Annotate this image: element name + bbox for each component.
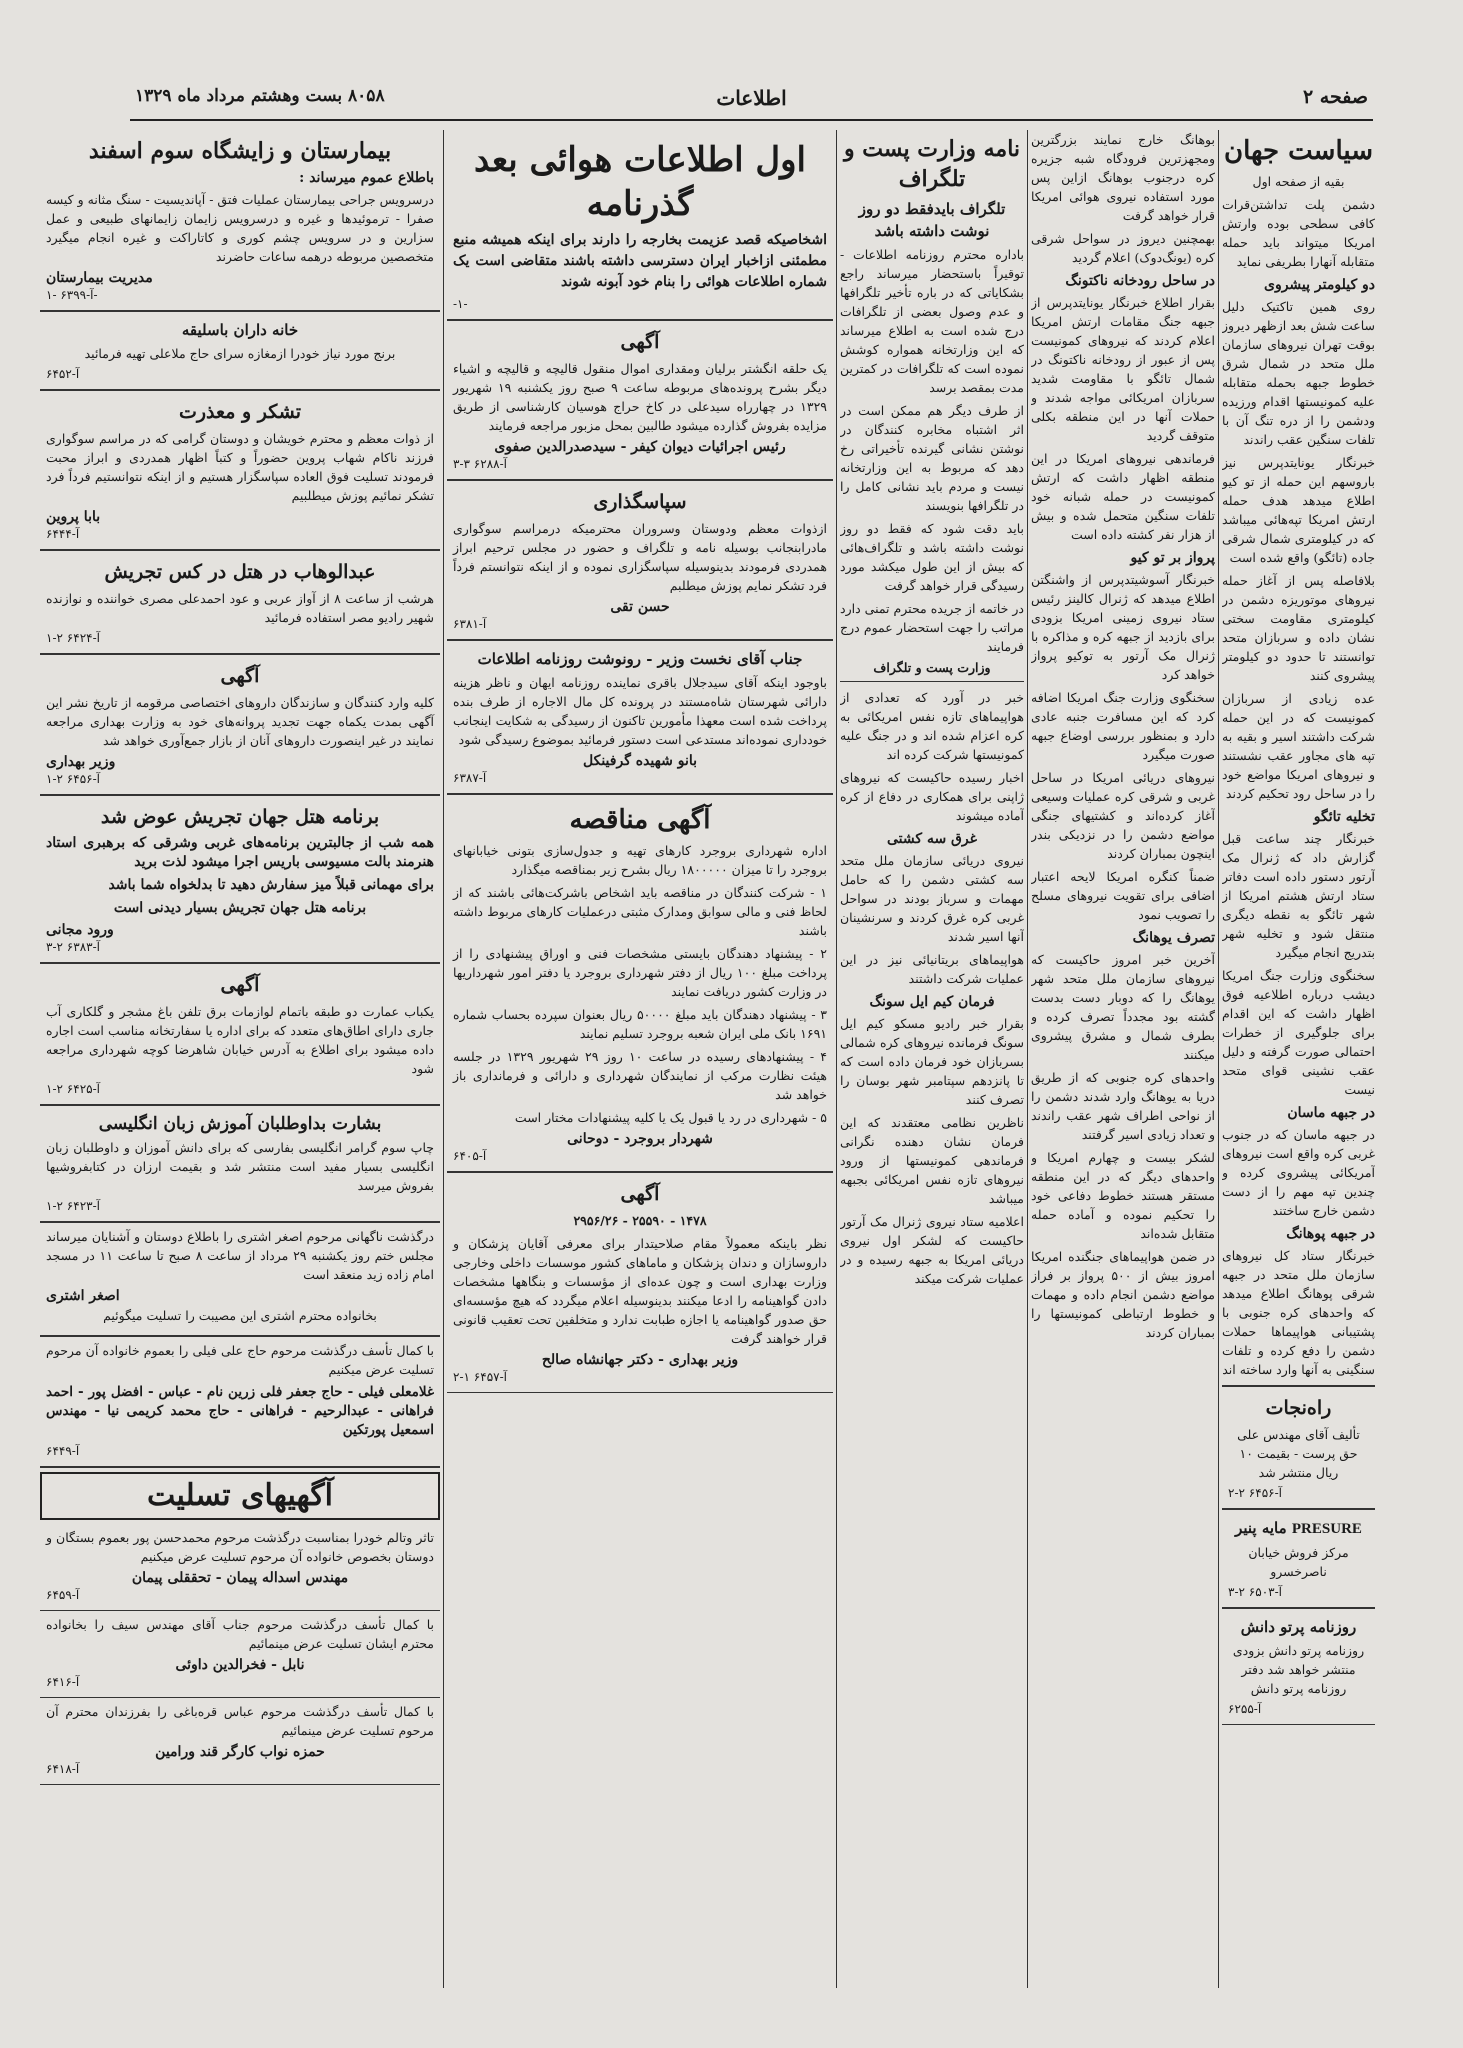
ad-signature: بابا پروین: [46, 509, 101, 525]
article-paragraph: ضمناً کنگره امریکا لایحه اعتبار اضافی برای تقویت نیروهای مسلح را تصویب نمود: [1031, 869, 1215, 922]
ad-text: با کمال تأسف درگذشت مرحوم جناب آقای مهندس سیف را بخانواده محترم ایشان تسلیت عرض مینمائیم: [46, 1617, 434, 1651]
ad-reference: -۱-: [453, 297, 468, 311]
article-paragraph: واحدهای کره جنوبی که از طریق دریا به یوهانگ وارد شدند دشمن را از نواحی اطراف شهر عقب راندند و تعداد زیادی اسیر گرفتند: [1031, 1070, 1215, 1142]
article-subheading: تصرف یوهانگ: [1132, 930, 1215, 946]
column-korea-news: [1031, 130, 1215, 1988]
condolence-banner: آگهیهای تسلیت: [40, 1472, 440, 1520]
ad-reference: آ-۶۴۵۶ ۲-۲: [1228, 1486, 1282, 1500]
ad-signature: وزیر بهداری: [46, 754, 116, 770]
article-subtitle: تلگراف بایدفقط دو روز نوشت داشته باشد: [858, 200, 1006, 240]
ad-signature: حمزه نواب کارگر قند ورامین: [155, 1744, 325, 1760]
ad-condolence-3: [40, 1698, 440, 1785]
ad-text: ۲ - پیشنهاد دهندگان بایستی مشخصات فنی و اوراق پیشنهادی را از پرداخت مبلغ ۱۰۰ ریال از دفتر شهرداری بروجرد یا دفتر امور شهرداریها در وزارت کشور دریافت نمایند: [453, 946, 827, 999]
ad-rent: [40, 964, 440, 1106]
article-paragraph: نیروهای دریائی امریکا در ساحل غربی و شرقی کره عملیات وسیعی آغاز کرده‌اند و کشتیهای جنگی مواضع دشمن را در نزدیکی بندر اینچون بمباران کردند: [1031, 770, 1215, 861]
ad-text: هرشب از ساعت ۸ از آواز عربی و عود احمدعلی مصری خواننده و نوازنده شهیر رادیو مصر استفاده فرمائید: [46, 591, 434, 625]
ad-reference: آ-۶۴۲۴ ۲-۱: [46, 631, 100, 645]
article-paragraph: اعلامیه ستاد نیروی ژنرال مک آرتور حاکیست که لشکر اول نیروی دریائی امریکا به جبهه رسیده و در عملیات شرکت میکند: [840, 1214, 1024, 1286]
article-subheading: پرواز بر تو کیو: [1130, 550, 1215, 566]
ad-text: همه شب از جالبترین برنامه‌های غربی وشرقی که برهبری استاد هنرمند بالت مسیوسی باریس اجرا میشود لذت برید: [46, 835, 434, 870]
ad-signature: بانو شهیده گرفینکل: [583, 753, 697, 769]
article-paragraph: بهمچنین دیروز در سواحل شرقی کره (یونگ‌دوک) اعلام گردید: [1031, 231, 1215, 265]
ad-title: بیمارستان و زایشگاه سوم اسفند: [88, 138, 392, 164]
ad-reference: آ-۶۴۰۵: [453, 1149, 487, 1163]
article-paragraph: سخنگوی وزارت جنگ امریکا دیشب درباره اطلاعیه فوق اظهار داشت که این اقدام برای جلوگیری از خطرات احتمالی صورت گرفته و دلیل عقب نشینی قوای متحد نیست: [1222, 968, 1375, 1097]
ad-reference: آ-۶۳۸۳ ۲-۳: [46, 940, 100, 954]
ad-signature: اصغر اشتری: [46, 1288, 120, 1304]
article-signature: وزارت پست و تلگراف: [873, 660, 991, 675]
ad-reference: آ-۶۴۵۹: [46, 1588, 80, 1602]
article-paragraph: سخنگوی وزارت جنگ امریکا اضافه کرد که این مسافرت جنبه عادی دارد و بمنظور بررسی اوضاع جبهه صورت میگیرد: [1031, 690, 1215, 762]
ad-health-ministry: [447, 1173, 833, 1393]
article-title: نامه وزارت پست و تلگراف: [843, 136, 1021, 192]
ad-signature: حسن تقی: [610, 599, 670, 615]
article-paragraph: خبرنگار یونایتدپرس نیز باروسهم این حمله از تو کیو اطلاع میدهد هدف حمله ارتش امریکا تپه‌هائی میباشد که در کیلومتری شمال شرقی جاده (تائگو) واقع شده است: [1222, 455, 1375, 565]
column-ads-center: [447, 130, 833, 1988]
ad-thanks-apology: [40, 391, 440, 551]
ad-names: غلامعلی فیلی - حاج جعفر فلی زرین نام - عباس - افضل پور - احمد فراهانی - عبدالرحیم - فراهانی - حاج محمد کریمی نیا - مهندس اسمعیل پورتکین: [46, 1384, 434, 1438]
ad-hospital: [40, 130, 440, 312]
article-paragraph: باداره محترم روزنامه اطلاعات - توقیراً باستحضار میرساند راجع بشکایاتی که در باره تأخیر تلگرافها و عدم وصول بعضی از تلگرافات درج شده است به اطلاع میرساند که این وزارتخانه همواره کوشش نموده است که تلگرافات در کمترین مدت بمقصد برسد: [840, 247, 1024, 395]
ad-title: آگهی: [620, 331, 660, 353]
ad-air-edition: [447, 130, 833, 321]
header-rule: [130, 119, 1373, 121]
ad-title: جناب آقای نخست وزیر - رونوشت روزنامه اطلاعات: [477, 650, 803, 668]
ad-text: از ذوات معظم و محترم خویشان و دوستان گرامی که در مراسم سوگواری فرزند ناکام شهاب پروین حضوراً و کتباً اظهار همدردی و ابراز محبت فرمودند تسلیت فوق العاده سپاسگزار هستیم و از اینکه نتوانستیم فرداً فرد تشکر نمائیم پوزش میطلبیم: [46, 431, 434, 503]
ad-rennet: [1222, 1510, 1375, 1609]
article-paragraph: ناظرین نظامی معتقدند که این فرمان نشان دهنده نگرانی فرماندهی کمونیستها از ورود نیروهای تازه نفس امریکائی بجبهه میباشد: [840, 1115, 1024, 1206]
ad-reference: آ-۶۴۲۳ ۲-۱: [46, 1199, 100, 1213]
article-paragraph: دشمن پلت تداشتن‌قرات کافی سطحی بوده وارتش امریکا میتواند باید حمله متقابله آنهارا بطریفی نماید: [1222, 197, 1375, 269]
ad-text: برای مهمانی قبلاً میز سفارش دهید تا بدلخواه شما باشد: [108, 877, 434, 893]
ad-reference: آ-۶۲۸۸ ۳-۳: [453, 457, 507, 471]
article-subheading: تخلیه تائگو: [1313, 809, 1375, 825]
ad-tender: [447, 795, 833, 1173]
article-subheading: دو کیلومتر پیشروی: [1263, 277, 1375, 293]
ad-text: نظر باینکه معمولاً مقام صلاحیتدار برای معرفی آقایان پزشکان و داروسازان و دندان پزشکان و ماماهای کشور موسسات داخلی وخارجی وزارت بهداری است و چون عده‌ای از مؤسسات و بنگاهها مشخصات دادن گواهینامه را ادعا میکنند بدینوسیله اعلام میگردد که هیچ مؤسسه‌ای حق صدور گواهینامه یا اجازه طبابت ندارد و متخلفین تحت تعقیب قانونی قرار خواهند گرفت: [453, 1236, 827, 1346]
ad-text: برنج مورد نیاز خودرا ازمغازه سرای حاج ملاعلی تهیه فرمائید: [84, 346, 396, 361]
article-paragraph: اخبار رسیده حاکیست که نیروهای ژاپنی برای همکاری در دفاع از کره آماده میشوند: [840, 770, 1024, 823]
article-subheading: در جبهه ماسان: [1287, 1105, 1375, 1121]
ad-text: درسرویس جراحی بیمارستان عملیات فتق - آپاندیسیت - سنگ مثانه و کیسه صفرا - ترموئیدها و غیره و درسرویس زایمان زایمانهای طبیعی و عمل سزارین و در سرویس چشم کوری و کاتاراکت و غیره انجام میگیرد متخصصین مربوطه درهمه ساعات حاضرند: [46, 192, 434, 264]
ad-text: اشخاصیکه قصد عزیمت بخارجه را دارند برای اینکه همیشه منبع مطمئنی ازاخبار ایران دسترسی داشته باشند متقاضی است یک شماره اطلاعات هوائی را بنام خود آبونه شوند: [453, 232, 827, 290]
page-header: [135, 86, 1368, 116]
ad-book: [1222, 1385, 1375, 1510]
ad-rice: [40, 312, 440, 391]
ad-text: تاثر وتالم خودرا بمناسبت درگذشت مرحوم محمدحسن پور بعموم بستگان و دوستان بخصوص خانواده آن مرحوم تسلیت عرض میکنیم: [46, 1530, 434, 1564]
newspaper-name: اطلاعات: [716, 86, 787, 110]
issue-date: ۸۰۵۸ بست وهشتم مرداد ماه ۱۳۲۹: [135, 86, 385, 106]
ad-text: تألیف آقای مهندس علی حق پرست - بقیمت ۱۰ ریال منتشر شد: [1237, 1427, 1360, 1480]
ad-reference: آ-۶۴۴۹: [46, 1444, 80, 1458]
ad-numbers: ۱۴۷۸ - ۲۵۵۹۰ - ۲۹۵۶/۲۶: [573, 1213, 707, 1228]
article-paragraph: در ضمن هواپیماهای جنگنده امریکا امروز بیش از ۵۰۰ پرواز بر فراز مواضع دشمن انجام داده و مهمات و خطوط ارتباطی کمونیستها را بمباران کردند: [1031, 1249, 1215, 1340]
ad-title: راه‌نجات: [1265, 1397, 1332, 1419]
ad-signature: ورود مجانی: [46, 922, 114, 938]
article-paragraph: خبرنگار آسوشیتدپرس از واشنگتن اطلاع میدهد که ژنرال کالینز رئیس ستاد نیروی زمینی امریکا بزودی برای بازدید از جبهه کره و مذاکره با ژنرال مک آرتور به توکیو پرواز خواهد کرد: [1031, 572, 1215, 682]
ad-title: مایه پنیر: [1235, 1519, 1287, 1537]
article-paragraph: عده زیادی از سربازان کمونیست که در این حمله شرکت داشتند اسیر و بقیه به تپه های مجاور عقب نشستند و نیروهای امریکا مواضع خود را در ساحل رود تحکیم کردند: [1222, 691, 1375, 801]
ad-pharma-notice: [40, 655, 440, 796]
ad-reference: آ-۶۳۸۷: [453, 771, 487, 785]
column-divider: [1218, 130, 1219, 1988]
continued-note: بقیه از صفحه اول: [1252, 174, 1345, 189]
ad-condolence-1: [40, 1524, 440, 1611]
ad-title: آگهی مناقصه: [569, 805, 711, 835]
article-paragraph: باید دقت شود که فقط دو روز نوشت داشته باشد و تلگراف‌هائی که بیش از این طول میکشد مورد رسیدگی قرار خواهد گرفت: [840, 521, 1024, 593]
ad-text: ۳ - پیشنهاد دهندگان باید مبلغ ۵۰۰۰۰ ریال بعنوان سپرده بحساب شماره ۱۶۹۱ بانک ملی ایران شعبه بروجرد تسلیم نمایند: [453, 1007, 827, 1041]
ad-title: روزنامه پرتو دانش: [1240, 1618, 1357, 1636]
article-paragraph: آخرین خبر امروز حاکیست که نیروهای سازمان ملل متحد شهر یوهانگ را که دوبار دست بدست گشته بود مجدداً تصرف کرده و بطرف شمال و مشرق پیشروی میکنند: [1031, 952, 1215, 1062]
ad-thanks: [447, 481, 833, 641]
ad-prime-minister-letter: [447, 641, 833, 795]
article-title: سیاست جهان: [1224, 136, 1373, 166]
ad-text: یک حلقه انگشتر برلیان ومقداری اموال منقول قالیچه و قالیچه و اشیاء دیگر بشرح پرونده‌های مربوطه ساعت ۹ صبح روز یکشنبه ۱۹ شهریور ۱۳۲۹ در چهارراه سیدعلی در کاخ حراج هوسیان کارشناسی از طریق مزایده بفروش گذارده میشود طالبین بمحل مزبور مراجعه فرمایند: [453, 361, 827, 433]
ad-signature: مهندس اسداله پیمان - تحققلی پیمان: [131, 1570, 349, 1586]
article-paragraph: خبر در آورد که تعدادی از هواپیماهای تازه نفس امریکائی به کره اعزام شده اند و در جنگ علیه کمونیستها شرکت کرده اند: [840, 690, 1024, 762]
ad-newspaper: [1222, 1609, 1375, 1725]
ad-text: ۵ - شهرداری در رد یا قبول یک یا کلیه پیشنهادات مختار است: [514, 1110, 827, 1125]
column-divider: [443, 130, 444, 1988]
ad-english-grammar: [40, 1106, 440, 1223]
ad-reference: آ-۶۲۵۵: [1228, 1702, 1262, 1716]
ad-reference: آ-۶۴۲۵ ۲-۱: [46, 1082, 100, 1096]
ad-text: اداره شهرداری بروجرد کارهای تهیه و جدول‌سازی بتونی خیابانهای بروجرد را تا میزان ۱۸۰۰۰۰۰ ریال بشرح زیر بمناقصه میگذارد: [453, 843, 827, 877]
ad-title: خانه داران باسلیقه: [181, 321, 299, 339]
ad-text: ۱ - شرکت کنندگان در مناقصه باید اشخاص باشرکت‌هائی باشند که از لحاظ فنی و مالی سوابق ومدارک مثبتی درعملیات کارهای مربوط داشته باشند: [453, 885, 827, 938]
ad-title: آگهی: [220, 665, 260, 687]
ad-text: چاپ سوم گرامر انگلیسی بفارسی که برای دانش آموزان و داوطلبان زبان انگلیسی بسیار مفید است منتشر شد و بقیمت ارزان در کتابفروشیها بفروش میرسد: [46, 1140, 434, 1193]
ad-title: برنامه هتل جهان تجریش عوض شد: [100, 806, 380, 828]
column-divider: [1027, 130, 1028, 1988]
ad-signature: رئیس اجرائیات دیوان کیفر - سیدصدرالدین صفوی: [494, 439, 786, 455]
column-divider: [836, 130, 837, 1988]
ad-text: مرکز فروش خیابان ناصرخسرو: [1248, 1545, 1349, 1579]
ad-text: یکباب عمارت دو طبقه باتمام لوازمات برق تلفن باغ مشجر و گلکاری آب جاری دارای اطاق‌های متعدد که برای اداره یا سفارتخانه مناسب است اجاره داده میشود برای اطلاع به آدرس خیابان شاهرضا کوچه شهرداری مراجعه شود: [46, 1004, 434, 1076]
ad-text: درگذشت ناگهانی مرحوم اصغر اشتری را باطلاع دوستان و آشنایان میرساند مجلس ختم روز یکشنبه ۲۹ مرداد از ساعت ۸ صبح تا ساعت ۱۱ در مسجد امام زاده زید منعقد است: [46, 1229, 434, 1282]
ad-signature: نابل - فخرالدین داوئی: [175, 1657, 305, 1673]
ad-text: با کمال تأسف درگذشت مرحوم عباس قره‌باغی را بفرزندان محترم آن مرحوم تسلیت عرض مینمائیم: [46, 1704, 434, 1738]
article-paragraph: از طرف دیگر هم ممکن است در اثر اشتباه مخابره کنندگان در نوشتن نشانی گیرنده تأخیراتی رخ دهد که مربوط به این وزارتخانه نیست و مردم باید نشانی کامل را در تلگرافها بنویسند: [840, 403, 1024, 513]
ad-text: روزنامه پرتو دانش بزودی منتشر خواهد شد دفتر روزنامه پرتو دانش: [1232, 1643, 1365, 1696]
ad-title: عبدالوهاب در هتل در کس تجریش: [104, 561, 376, 583]
ad-subtitle: باطلاع عموم میرساند :: [299, 170, 434, 186]
ad-reference: آ-۶۵۰۳ ۲-۳: [1228, 1585, 1282, 1599]
ad-signature: مدیریت بیمارستان: [46, 270, 153, 286]
ad-reference: آ-۶۴۱۶: [46, 1675, 80, 1689]
article-paragraph: نیروی دریائی سازمان ملل متحد سه کشتی دشمن را که حامل مهمات و سرباز بودند در سواحل غربی کره غرق کردند و سرنشینان آنها اسیر شدند: [840, 853, 1024, 944]
ad-text: با کمال تأسف درگذشت مرحوم حاج علی فیلی را بعموم خانواده آن مرحوم تسلیت عرض میکنیم: [46, 1343, 434, 1377]
ad-reference: آ-۶۴۱۸: [46, 1762, 80, 1776]
article-paragraph: بقرار اطلاع خبرنگار یونایتدپرس از جبهه جنگ مقامات ارتش امریکا اعلام کردند که نیروهای کمونیست پس از عبور از رودخانه ناکتونگ در شمال تائگو با مقاومت شدید سربازان امریکائی مواجه شدند و حملات آنها در این منطقه بکلی متوقف گردید: [1031, 295, 1215, 443]
ad-reference: آ-۶۳۸۱: [453, 617, 487, 631]
ad-signature: شهردار بروجرد - دوحانی: [567, 1131, 713, 1147]
ad-title: سپاسگذاری: [593, 491, 687, 513]
column-ads-left: [40, 130, 440, 1988]
article-paragraph: فرماندهی نیروهای امریکا در این منطقه اظهار داشت که ارتش کمونیست در حمله شبانه خود تلفات سنگین متحمل شده و بیش از هزار نفر کشته داده است: [1031, 451, 1215, 542]
ad-note: بخانواده محترم اشتری این مصیبت را تسلیت میگوئیم: [103, 1308, 377, 1323]
ad-title: آگهی: [620, 1183, 660, 1205]
article-paragraph: در جبهه ماسان که در جنوب غربی کره واقع است نیروهای آمریکائی پیشروی کرده و چندین تپه مهم را از دست دشمن خارج ساختند: [1222, 1127, 1375, 1218]
ad-signature: وزیر بهداری - دکتر جهانشاه صالح: [541, 1352, 739, 1368]
ad-reference: آ-۶۴۴۴: [46, 527, 80, 541]
ad-condolence-group: [40, 1337, 440, 1468]
article-paragraph: خبرنگار چند ساعت قبل گزارش داد که ژنرال مک آرتور دستور داده است دفاتر ستاد ارتش هشتم امریکا از شهر تائگو به نقطه دیگری منتقل شود و تخلیه شهر بتدریج انجام میگیرد: [1222, 831, 1375, 960]
ad-abdolvahab: [40, 551, 440, 655]
article-subheading: غرق سه کشتی: [887, 831, 977, 847]
ad-auction: [447, 321, 833, 481]
article-paragraph: بلافاصله پس از آغاز حمله نیروهای موتوریزه دشمن در کیلومتری مقاومت سختی نشان داده و سربازان متحد توانستند تا حدود دو کیلومتر پیشروی کنند: [1222, 573, 1375, 683]
ad-brand: PRESURE: [1291, 1521, 1362, 1537]
article-paragraph: خبرنگار ستاد کل نیروهای سازمان ملل متحد در جبهه شرقی پوهانگ اطلاع میدهد که واحدهای کره جنوبی با پشتیبانی هواپیماها حملات دشمن را دفع کرده و تلفات سنگینی به آنها وارد ساخته اند: [1222, 1248, 1375, 1377]
ad-text: برنامه هتل جهان تجریش بسیار دیدنی است: [113, 900, 367, 916]
column-world-politics: [1222, 130, 1375, 1988]
article-subheading: در جبهه پوهانگ: [1286, 1226, 1375, 1242]
ad-hotel-jahan: [40, 796, 440, 964]
article-paragraph: بوهانگ خارج نمایند بزرگترین ومجهزترین فرودگاه شبه جزیره کره درجنوب بوهانگ ازاین پس مورد استفاده نیروی هوائی امریکا قرار خواهد گرفت: [1031, 132, 1215, 223]
article-paragraph: لشکر بیست و چهارم امریکا و واحدهای دیگر که در این منطقه مستقر هستند خطوط دفاعی خود را تحکیم نموده و آماده حمله متقابل شده‌اند: [1031, 1150, 1215, 1241]
ad-reference: آ-۶۴۵۶ ۲-۱: [46, 772, 100, 786]
ad-title: بشارت بداوطلبان آموزش زبان انگلیسی: [98, 1114, 382, 1134]
ad-title: اول اطلاعات هوائی بعد گذرنامه: [474, 140, 806, 224]
ad-text: ۴ - پیشنهادهای رسیده در ساعت ۱۰ روز ۲۹ شهریور ۱۳۲۹ در جلسه هیئت نظارت مرکب از نمایندگان شهرداری و دارائی و فرمانداری باز خواهد شد: [453, 1049, 827, 1102]
ad-title: آگهی: [220, 974, 260, 996]
page-number: صفحه ۲: [1302, 86, 1368, 108]
ad-text: ازذوات معظم ودوستان وسروران محترمیکه درمراسم سوگواری مادرابنجانب بوسیله نامه و تلگراف و حضور در مجلس ترحیم ابراز همدردی فرمودند بدینوسیله سپاسگزاری نموده و از اینکه نتوانستم فرداً فرد تشکر نمایم پوزش میطلبم: [453, 521, 827, 593]
ad-death-notice: [40, 1223, 440, 1337]
column-post-telegraph: [840, 130, 1024, 1988]
article-paragraph: در خاتمه از جریده محترم تمنی دارد مراتب را جهت استحضار عموم درج فرمایند: [840, 601, 1024, 654]
ad-condolence-2: [40, 1611, 440, 1698]
ad-text: باوجود اینکه آقای سیدجلال باقری نماینده روزنامه ایهان و ناظر هزینه دارائی شهرستان شاه‌مستند در پرونده کل مال الاجاره از طرف بنده پرداخت شده است معهذا مأمورین تاکنون از رسیدگی به شکایت اینجانب خودداری نموده‌اند مستدعی است دستور فرمائید بموضوع رسیدگی شود: [453, 675, 827, 747]
article-paragraph: هواپیماهای بریتانیائی نیز در این عملیات شرکت داشتند: [840, 952, 1024, 986]
article-subheading: فرمان کیم ایل سونگ: [869, 994, 995, 1010]
ad-reference: آ-۶۴۵۲: [46, 367, 80, 381]
article-subheading: در ساحل رودخانه ناکتونگ: [1065, 273, 1215, 289]
ad-title: تشکر و معذرت: [179, 401, 301, 423]
ad-reference: آ-۶۴۵۷ ۱-۲: [453, 1370, 507, 1384]
article-paragraph: بقرار خبر رادیو مسکو کیم ایل سونگ فرمانده نیروهای کره شمالی بسربازان خود فرمان داده است که تا پانزدهم سپتامبر شهر بوسان را تصرف کنند: [840, 1016, 1024, 1107]
article-paragraph: روی همین تاکتیک دلیل ساعت شش بعد ازظهر دیروز بوقت تهران نیروهای سازمان ملل متحد در شمال شرق خطوط جبهه بحمله متقابله علیه کمونیستها اقدام ورزیده ودشمن را از دره تنگ آن با تلفات سنگین عقب راندند: [1222, 299, 1375, 447]
ad-text: کلیه وارد کنندگان و سازندگان داروهای اختصاصی مرقومه از تاریخ نشر این آگهی بمدت یکماه جهت تجدید پروانه‌های خود به وزارت بهداری مراجعه نمایند در غیر اینصورت داروهای آنان از بازار جمع‌آوری خواهد شد: [46, 695, 434, 748]
ad-reference: آ-۶۳۹۹ -۱-: [46, 288, 98, 302]
